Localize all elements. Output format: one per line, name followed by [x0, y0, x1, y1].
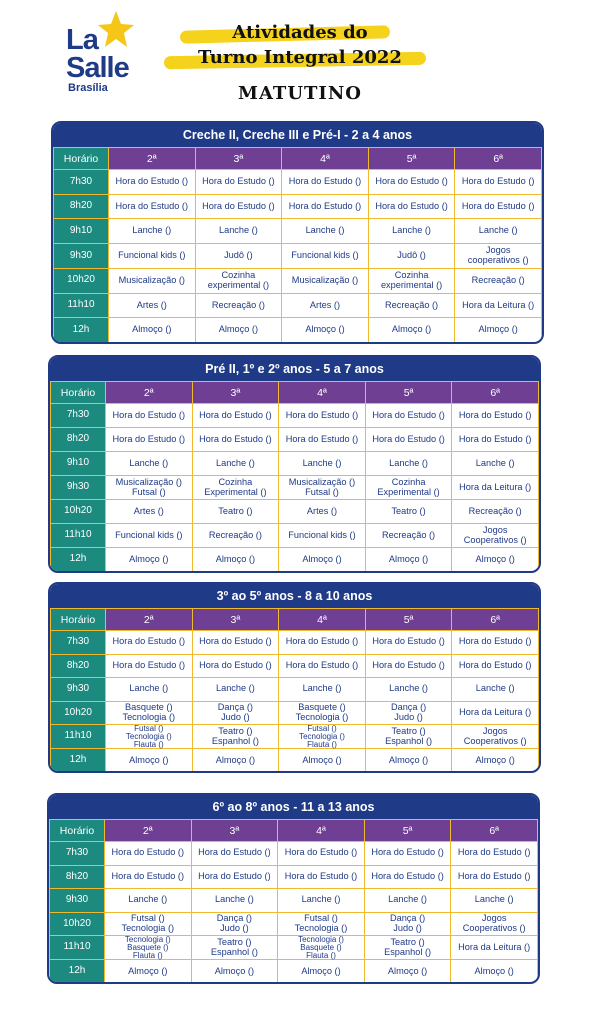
column-header-day: 3ª — [191, 820, 278, 842]
column-header-day: 4ª — [282, 148, 369, 170]
activity-cell: Lanche () — [451, 889, 538, 913]
table-row — [54, 194, 542, 219]
activity-cell: Almoço () — [455, 318, 542, 343]
activity-cell: Jogos cooperativos () — [455, 244, 542, 269]
activity-cell: Artes () — [106, 500, 193, 524]
activity-cell: Hora do Estudo () — [368, 170, 455, 195]
column-header-day: 5ª — [364, 820, 451, 842]
schedule-table-creche — [51, 121, 544, 344]
activity-cell: Judô () — [195, 244, 282, 269]
column-header-time: Horário — [51, 382, 106, 404]
activity-cell: Musicalização () Futsal () — [106, 476, 193, 500]
activity-cell: Hora do Estudo () — [364, 842, 451, 866]
activity-cell: Hora do Estudo () — [109, 194, 196, 219]
table-row — [51, 404, 539, 428]
activity-cell: Hora do Estudo () — [191, 842, 278, 866]
activity-cell: Lanche () — [278, 889, 365, 913]
activity-cell: Lanche () — [279, 678, 366, 702]
time-slot: 8h20 — [50, 865, 105, 889]
activity-cell: Recreação () — [452, 500, 539, 524]
table-row — [51, 476, 539, 500]
activity-cell: Recreação () — [195, 293, 282, 318]
time-slot: 7h30 — [51, 404, 106, 428]
table-row — [51, 701, 539, 725]
schedule-grid — [50, 381, 539, 572]
activity-cell: Lanche () — [455, 219, 542, 244]
activity-cell: Lanche () — [368, 219, 455, 244]
table-row — [50, 936, 538, 960]
time-slot: 11h10 — [51, 524, 106, 548]
activity-cell: Musicalização () — [109, 268, 196, 293]
activity-cell: Futsal () Tecnologia () — [105, 912, 192, 936]
activity-cell: Hora do Estudo () — [106, 631, 193, 655]
time-slot: 9h30 — [50, 889, 105, 913]
activity-cell: Lanche () — [191, 889, 278, 913]
activity-cell: Hora da Leitura () — [451, 936, 538, 960]
time-slot: 11h10 — [50, 936, 105, 960]
column-header-time: Horário — [51, 609, 106, 631]
activity-cell: Hora do Estudo () — [452, 631, 539, 655]
time-slot: 12h — [51, 749, 106, 773]
time-slot: 8h20 — [51, 654, 106, 678]
column-header-day: 3ª — [195, 148, 282, 170]
activity-cell: Tecnologia () Basquete () Flauta () — [105, 936, 192, 960]
activity-cell: Almoço () — [279, 548, 366, 572]
schedule-table-pre2 — [48, 355, 541, 573]
activity-cell: Lanche () — [105, 889, 192, 913]
activity-cell: Jogos Cooperativos () — [452, 524, 539, 548]
activity-cell: Lanche () — [365, 452, 452, 476]
activity-cell: Almoço () — [192, 548, 279, 572]
activity-cell: Hora da Leitura () — [452, 701, 539, 725]
activity-cell: Hora do Estudo () — [451, 865, 538, 889]
table-row — [51, 428, 539, 452]
activity-cell: Teatro () Espanhol () — [191, 936, 278, 960]
activity-cell: Hora do Estudo () — [455, 194, 542, 219]
activity-cell: Artes () — [282, 293, 369, 318]
column-header-day: 6ª — [455, 148, 542, 170]
activity-cell: Teatro () Espanhol () — [365, 725, 452, 749]
activity-cell: Hora do Estudo () — [282, 170, 369, 195]
activity-cell: Hora do Estudo () — [368, 194, 455, 219]
activity-cell: Lanche () — [452, 678, 539, 702]
activity-cell: Hora do Estudo () — [106, 428, 193, 452]
table-row — [54, 244, 542, 269]
activity-cell: Hora do Estudo () — [365, 404, 452, 428]
activity-cell: Lanche () — [106, 452, 193, 476]
time-slot: 8h20 — [54, 194, 109, 219]
activity-cell: Artes () — [279, 500, 366, 524]
activity-cell: Basquete () Tecnologia () — [279, 701, 366, 725]
schedule-title: Creche II, Creche III e Pré-I - 2 a 4 anos — [53, 123, 542, 147]
table-row — [54, 293, 542, 318]
time-slot: 9h30 — [51, 476, 106, 500]
activity-cell: Almoço () — [364, 960, 451, 984]
activity-cell: Cozinha Experimental () — [365, 476, 452, 500]
activity-cell: Cozinha experimental () — [195, 268, 282, 293]
activity-cell: Hora do Estudo () — [191, 865, 278, 889]
table-row — [50, 889, 538, 913]
activity-cell: Hora do Estudo () — [195, 194, 282, 219]
table-row — [51, 678, 539, 702]
title-line-1: Atividades do — [232, 22, 368, 43]
column-header-day: 6ª — [451, 820, 538, 842]
table-row — [50, 912, 538, 936]
table-row — [51, 725, 539, 749]
activity-cell: Dança () Judo () — [191, 912, 278, 936]
column-header-day: 6ª — [452, 382, 539, 404]
time-slot: 9h10 — [51, 452, 106, 476]
activity-cell: Teatro () — [192, 500, 279, 524]
activity-cell: Lanche () — [452, 452, 539, 476]
time-slot: 7h30 — [51, 631, 106, 655]
table-row — [51, 631, 539, 655]
activity-cell: Teatro () Espanhol () — [364, 936, 451, 960]
logo-text-salle: Salle — [66, 52, 129, 84]
activity-cell: Cozinha Experimental () — [192, 476, 279, 500]
activity-cell: Recreação () — [455, 268, 542, 293]
schedule-title: 6º ao 8º anos - 11 a 13 anos — [49, 795, 538, 819]
column-header-day: 6ª — [452, 609, 539, 631]
activity-cell: Lanche () — [109, 219, 196, 244]
time-slot: 11h10 — [54, 293, 109, 318]
activity-cell: Lanche () — [195, 219, 282, 244]
time-slot: 12h — [51, 548, 106, 572]
activity-cell: Tecnologia () Basquete () Flauta () — [278, 936, 365, 960]
activity-cell: Almoço () — [278, 960, 365, 984]
activity-cell: Almoço () — [191, 960, 278, 984]
column-header-day: 4ª — [279, 609, 366, 631]
activity-cell: Hora do Estudo () — [365, 654, 452, 678]
activity-cell: Almoço () — [279, 749, 366, 773]
activity-cell: Hora da Leitura () — [452, 476, 539, 500]
activity-cell: Teatro () — [365, 500, 452, 524]
activity-cell: Lanche () — [282, 219, 369, 244]
activity-cell: Lanche () — [192, 452, 279, 476]
activity-cell: Hora do Estudo () — [364, 865, 451, 889]
column-header-day: 5ª — [365, 609, 452, 631]
table-row — [51, 452, 539, 476]
time-slot: 9h30 — [54, 244, 109, 269]
activity-cell: Hora do Estudo () — [365, 428, 452, 452]
activity-cell: Funcional kids () — [106, 524, 193, 548]
time-slot: 12h — [50, 960, 105, 984]
page-title — [160, 18, 440, 76]
activity-cell: Hora do Estudo () — [195, 170, 282, 195]
activity-cell: Hora do Estudo () — [278, 865, 365, 889]
activity-cell: Futsal () Tecnologia () — [278, 912, 365, 936]
activity-cell: Hora do Estudo () — [451, 842, 538, 866]
column-header-day: 2ª — [105, 820, 192, 842]
activity-cell: Almoço () — [365, 548, 452, 572]
table-row — [50, 865, 538, 889]
time-slot: 9h10 — [54, 219, 109, 244]
table-row — [54, 219, 542, 244]
column-header-time: Horário — [54, 148, 109, 170]
activity-cell: Hora do Estudo () — [452, 654, 539, 678]
activity-cell: Funcional kids () — [109, 244, 196, 269]
activity-cell: Hora do Estudo () — [192, 631, 279, 655]
title-line-2: Turno Integral 2022 — [198, 47, 402, 68]
activity-cell: Funcional kids () — [279, 524, 366, 548]
table-row — [51, 500, 539, 524]
column-header-day: 3ª — [192, 382, 279, 404]
table-row — [50, 960, 538, 984]
activity-cell: Hora do Estudo () — [192, 428, 279, 452]
activity-cell: Basquete () Tecnologia () — [106, 701, 193, 725]
activity-cell: Futsal () Tecnologia () Flauta () — [279, 725, 366, 749]
table-row — [51, 524, 539, 548]
column-header-day: 2ª — [109, 148, 196, 170]
activity-cell: Hora do Estudo () — [109, 170, 196, 195]
activity-cell: Dança () Judo () — [192, 701, 279, 725]
activity-cell: Almoço () — [106, 548, 193, 572]
table-row — [54, 318, 542, 343]
schedule-title: 3º ao 5º anos - 8 a 10 anos — [50, 584, 539, 608]
activity-cell: Almoço () — [368, 318, 455, 343]
activity-cell: Almoço () — [106, 749, 193, 773]
table-row — [50, 842, 538, 866]
activity-cell: Lanche () — [192, 678, 279, 702]
activity-cell: Hora do Estudo () — [106, 404, 193, 428]
activity-cell: Lanche () — [106, 678, 193, 702]
activity-cell: Lanche () — [365, 678, 452, 702]
activity-cell: Almoço () — [109, 318, 196, 343]
schedule-table-6-8 — [47, 793, 540, 984]
logo-subtitle: Brasília — [68, 82, 108, 94]
activity-cell: Lanche () — [279, 452, 366, 476]
time-slot: 10h20 — [54, 268, 109, 293]
activity-cell: Jogos Cooperativos () — [452, 725, 539, 749]
table-row — [51, 548, 539, 572]
activity-cell: Funcional kids () — [282, 244, 369, 269]
activity-cell: Dança () Judo () — [364, 912, 451, 936]
column-header-day: 5ª — [365, 382, 452, 404]
activity-cell: Hora do Estudo () — [279, 654, 366, 678]
table-row — [54, 268, 542, 293]
activity-cell: Musicalização () Futsal () — [279, 476, 366, 500]
activity-cell: Hora do Estudo () — [105, 865, 192, 889]
activity-cell: Almoço () — [452, 548, 539, 572]
column-header-time: Horário — [50, 820, 105, 842]
activity-cell: Dança () Judo () — [365, 701, 452, 725]
time-slot: 12h — [54, 318, 109, 343]
activity-cell: Hora do Estudo () — [192, 654, 279, 678]
time-slot: 7h30 — [50, 842, 105, 866]
column-header-day: 5ª — [368, 148, 455, 170]
activity-cell: Recreação () — [368, 293, 455, 318]
activity-cell: Futsal () Tecnologia () Flauta () — [106, 725, 193, 749]
schedule-title: Pré II, 1º e 2º anos - 5 a 7 anos — [50, 357, 539, 381]
column-header-day: 4ª — [279, 382, 366, 404]
column-header-day: 2ª — [106, 609, 193, 631]
activity-cell: Almoço () — [365, 749, 452, 773]
activity-cell: Almoço () — [282, 318, 369, 343]
table-row — [51, 749, 539, 773]
shift-title: MATUTINO — [238, 83, 362, 104]
activity-cell: Hora do Estudo () — [282, 194, 369, 219]
time-slot: 7h30 — [54, 170, 109, 195]
star-icon — [94, 10, 134, 48]
column-header-day: 4ª — [278, 820, 365, 842]
column-header-day: 3ª — [192, 609, 279, 631]
schedule-grid — [49, 819, 538, 984]
activity-cell: Hora do Estudo () — [192, 404, 279, 428]
time-slot: 8h20 — [51, 428, 106, 452]
activity-cell: Hora do Estudo () — [105, 842, 192, 866]
table-row — [51, 654, 539, 678]
logo-text-la: La — [66, 24, 98, 56]
activity-cell: Hora do Estudo () — [279, 404, 366, 428]
activity-cell: Recreação () — [365, 524, 452, 548]
time-slot: 11h10 — [51, 725, 106, 749]
activity-cell: Almoço () — [451, 960, 538, 984]
activity-cell: Hora do Estudo () — [106, 654, 193, 678]
activity-cell: Lanche () — [364, 889, 451, 913]
column-header-day: 2ª — [106, 382, 193, 404]
activity-cell: Hora do Estudo () — [279, 428, 366, 452]
activity-cell: Musicalização () — [282, 268, 369, 293]
time-slot: 10h20 — [51, 701, 106, 725]
activity-cell: Hora do Estudo () — [278, 842, 365, 866]
activity-cell: Almoço () — [452, 749, 539, 773]
schedule-grid — [53, 147, 542, 343]
activity-cell: Almoço () — [195, 318, 282, 343]
activity-cell: Recreação () — [192, 524, 279, 548]
time-slot: 10h20 — [50, 912, 105, 936]
activity-cell: Cozinha experimental () — [368, 268, 455, 293]
schedule-table-3-5 — [48, 582, 541, 773]
time-slot: 9h30 — [51, 678, 106, 702]
activity-cell: Hora do Estudo () — [452, 428, 539, 452]
schedule-grid — [50, 608, 539, 773]
activity-cell: Judô () — [368, 244, 455, 269]
activity-cell: Almoço () — [192, 749, 279, 773]
activity-cell: Hora do Estudo () — [365, 631, 452, 655]
activity-cell: Artes () — [109, 293, 196, 318]
activity-cell: Hora do Estudo () — [279, 631, 366, 655]
activity-cell: Hora do Estudo () — [455, 170, 542, 195]
table-row — [54, 170, 542, 195]
time-slot: 10h20 — [51, 500, 106, 524]
activity-cell: Hora da Leitura () — [455, 293, 542, 318]
activity-cell: Hora do Estudo () — [452, 404, 539, 428]
activity-cell: Teatro () Espanhol () — [192, 725, 279, 749]
activity-cell: Almoço () — [105, 960, 192, 984]
la-salle-logo — [66, 12, 136, 92]
activity-cell: Jogos Cooperativos () — [451, 912, 538, 936]
